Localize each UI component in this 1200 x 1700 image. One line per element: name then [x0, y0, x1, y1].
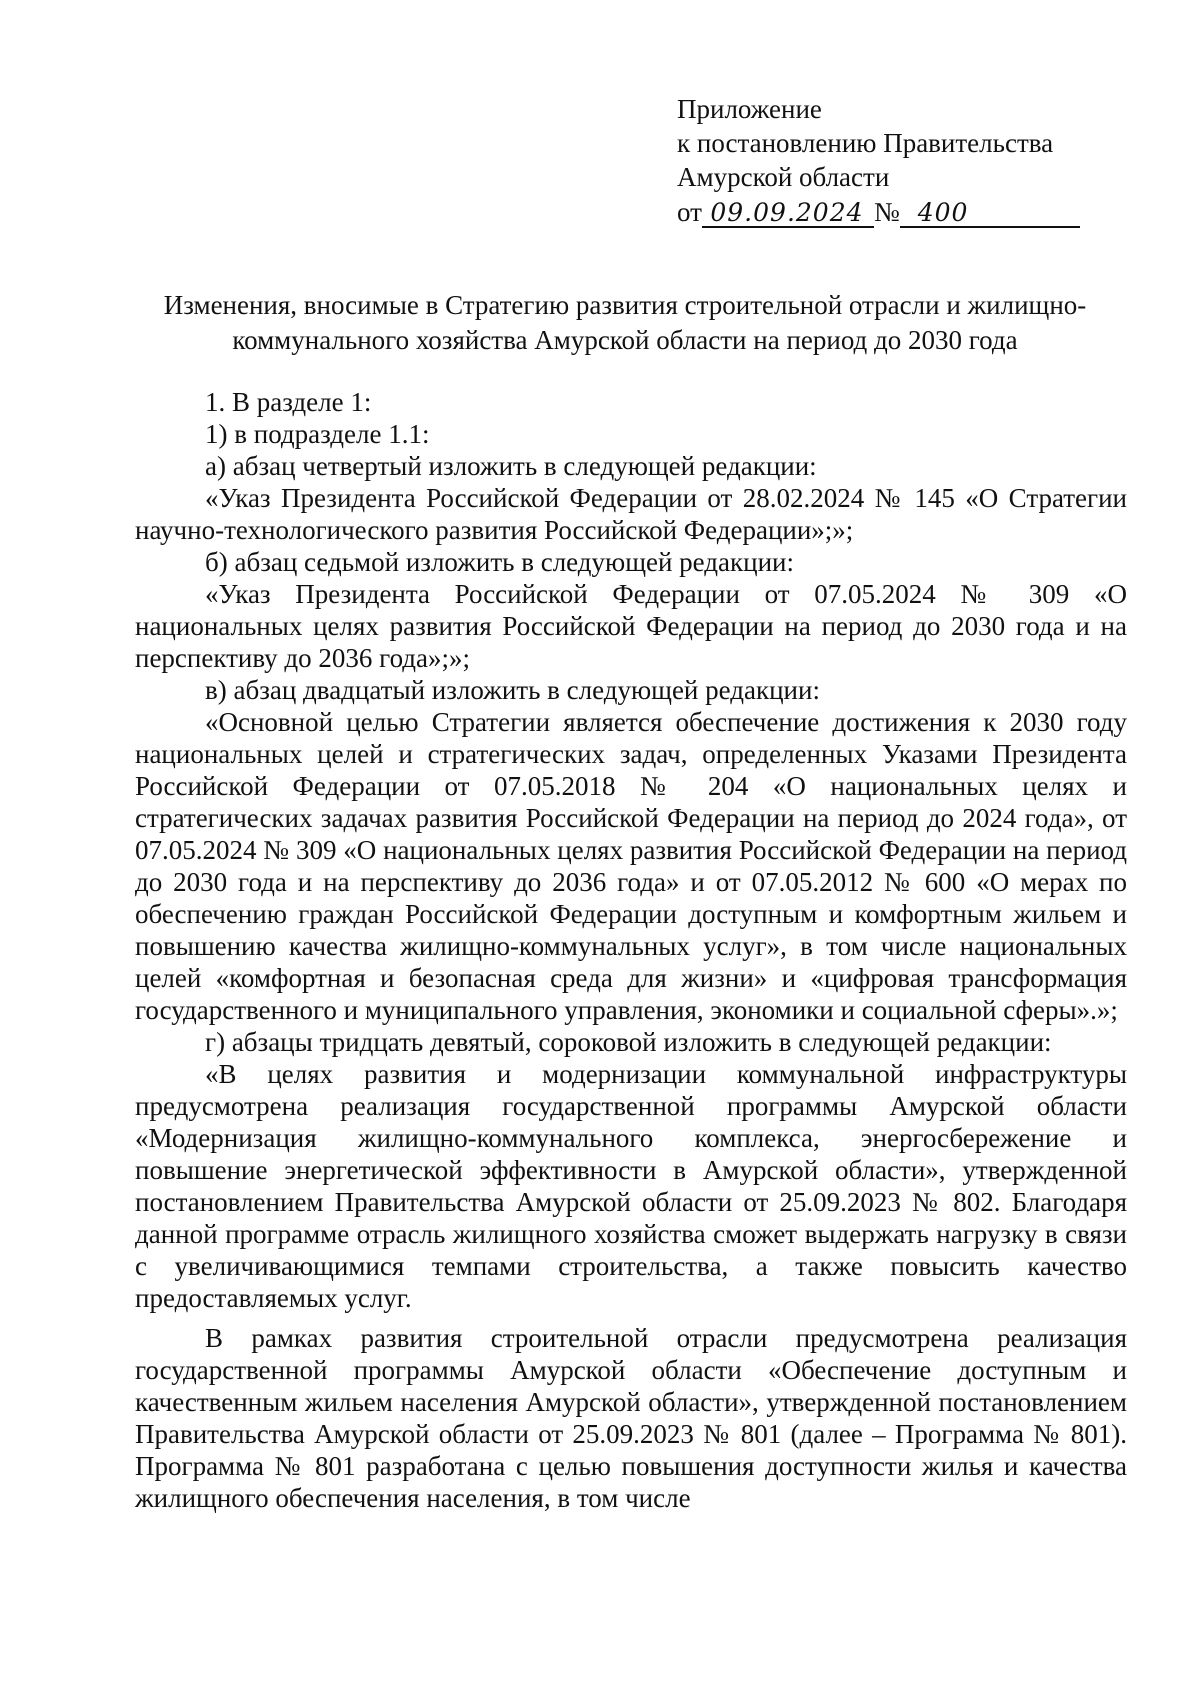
appendix-header [677, 92, 1117, 229]
document-title [120, 288, 1130, 358]
date-prefix: от [677, 197, 702, 227]
appendix-date-number-line [677, 195, 1117, 229]
paragraph: б) абзац седьмой изложить в следующей редакции: [205, 547, 794, 577]
title-line-1: Изменения, вносимые в Стратегию развития строительной отрасли и жилищно- [163, 290, 1087, 320]
paragraph: «В целях развития и модернизации коммунальной инфраструктуры предусмотрена реализация государственной программы Амурской области «Модернизация жилищно-коммунального комплекса, энергосбережение и повышение энергетической эффективности в Амурской области», утвержденной постановлением Правительства Амурской области от 25.09.2023 № 802. Благодаря данной программе отрасль жилищного хозяйства сможет выдержать нагрузку в связи с увеличивающимися темпами строительства, а также повысить качество предоставляемых услуг. [135, 1059, 1127, 1313]
paragraph: В рамках развития строительной отрасли предусмотрена реализация государственной программы Амурской области «Обеспечение доступным и качественным жильем населения Амурской области», утвержденной постановлением Правительства Амурской области от 25.09.2023 № 801 (далее – Программа № 801). Программа № 801 разработана с целью повышения доступности жилья и качества жилищного обеспечения населения, в том числе [135, 1323, 1127, 1513]
paragraph: 1. В разделе 1: [205, 387, 372, 417]
paragraph: «Основной целью Стратегии является обеспечение достижения к 2030 году национальных целей и стратегических задач, определенных Указами Президента Российской Федерации от 07.05.2018 № 204 «О национальных целях и стратегических задачах развития Российской Федерации на период до 2024 года», от 07.05.2024 № 309 «О национальных целях развития Российской Федерации на период до 2030 года и на перспективу до 2036 года» и от 07.05.2012 № 600 «О мерах по обеспечению граждан Российской Федерации доступным и комфортным жильем и повышению качества жилищно-коммунальных услуг», в том числе национальных целей «комфортная и безопасная среда для жизни» и «цифровая трансформация государственного и муниципального управления, экономики и социальной сферы».»; [135, 707, 1127, 1025]
number-prefix: № [873, 197, 900, 227]
paragraph: г) абзацы тридцать девятый, сороковой изложить в следующей редакции: [205, 1027, 1052, 1057]
appendix-resolution-line: к постановлению Правительства [677, 128, 1054, 158]
paragraph: «Указ Президента Российской Федерации от 07.05.2024 № 309 «О национальных целях развития Российской Федерации на период до 2030 года и на перспективу до 2036 года»;»; [135, 579, 1127, 673]
paragraph: 1) в подразделе 1.1: [205, 419, 430, 449]
appendix-region-line: Амурской области [677, 162, 890, 192]
paragraph: а) абзац четвертый изложить в следующей редакции: [205, 451, 817, 481]
paragraph: «Указ Президента Российской Федерации от 28.02.2024 № 145 «О Стратегии научно-технологического развития Российской Федерации»;»; [135, 483, 1127, 545]
handwritten-date: 09.09.2024 [702, 200, 874, 228]
appendix-label: Приложение [677, 94, 822, 124]
title-line-2: коммунального хозяйства Амурской области на период до 2030 года [232, 325, 1018, 355]
paragraph: в) абзац двадцатый изложить в следующей редакции: [205, 675, 820, 705]
handwritten-number: 400 [900, 200, 1080, 228]
document-body [135, 386, 1127, 1514]
